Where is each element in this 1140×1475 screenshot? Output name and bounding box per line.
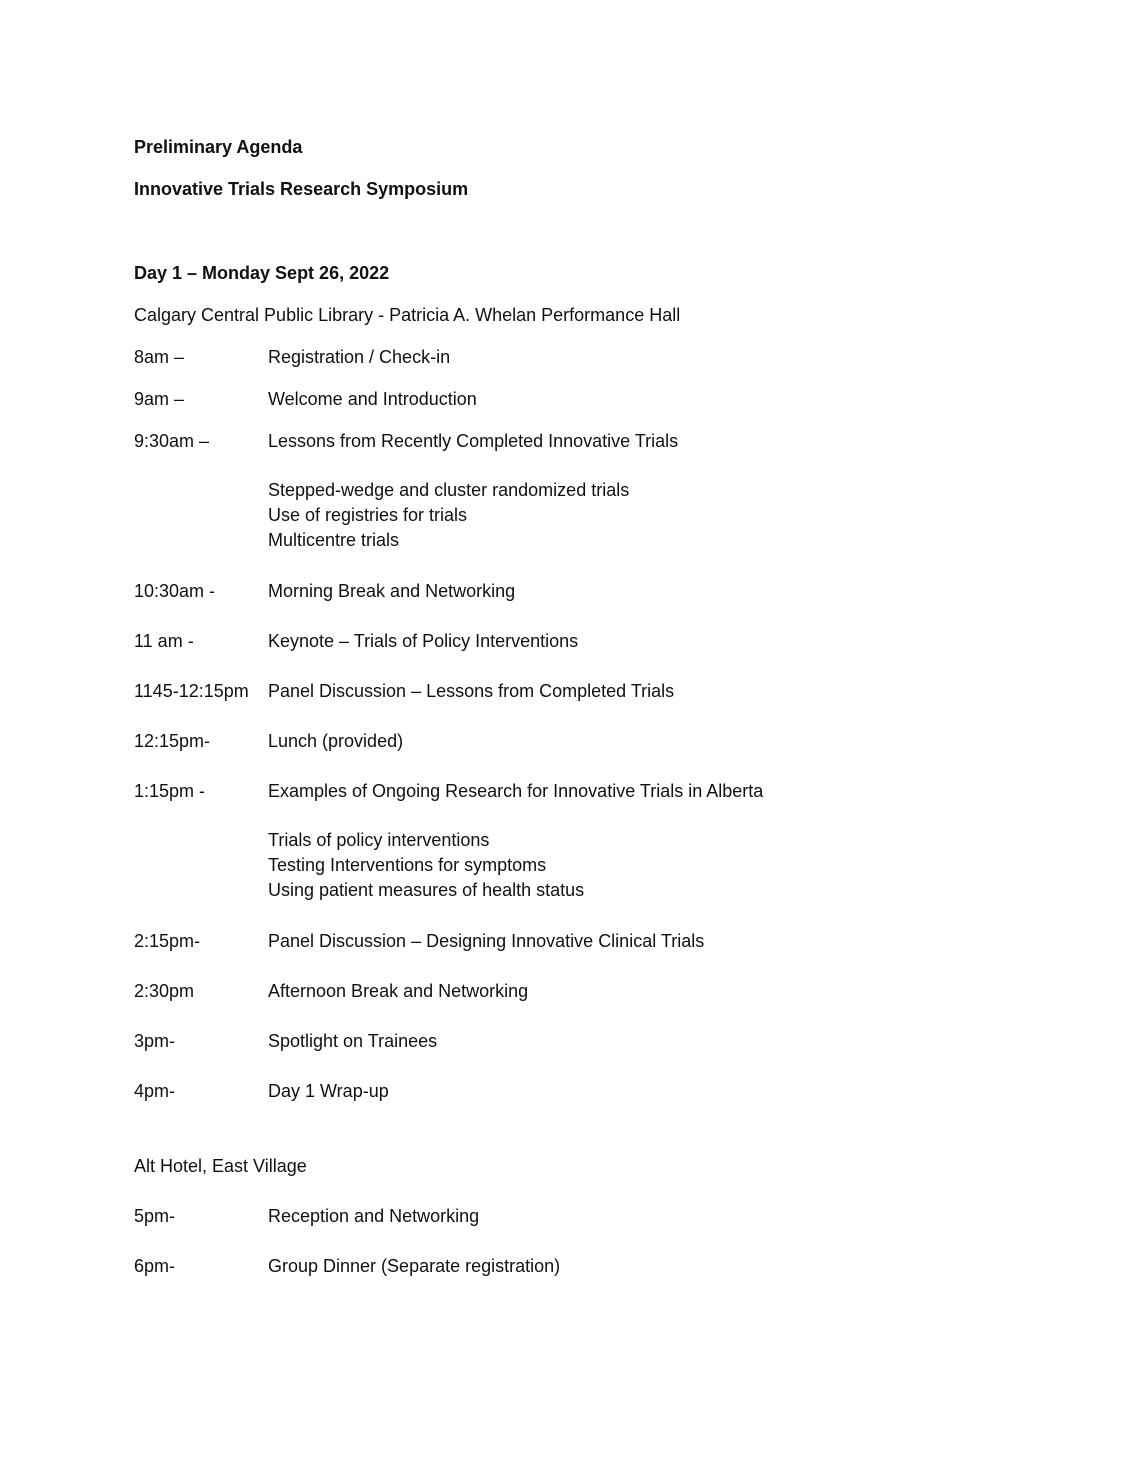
schedule-time: 12:15pm- bbox=[134, 731, 211, 751]
schedule-title: Afternoon Break and Networking bbox=[268, 981, 529, 1001]
schedule-title: Lunch (provided) bbox=[268, 731, 404, 751]
schedule-subitem: Stepped-wedge and cluster randomized trials bbox=[268, 480, 630, 500]
page-subtitle: Innovative Trials Research Symposium bbox=[134, 179, 469, 199]
schedule-title: Welcome and Introduction bbox=[268, 389, 477, 409]
schedule-time: 10:30am - bbox=[134, 581, 216, 601]
evening-venue: Alt Hotel, East Village bbox=[134, 1156, 307, 1176]
schedule-title: Panel Discussion – Designing Innovative Clinical Trials bbox=[268, 931, 705, 951]
schedule-title: Keynote – Trials of Policy Interventions bbox=[268, 631, 579, 651]
schedule-title: Panel Discussion – Lessons from Completed Trials bbox=[268, 681, 675, 701]
schedule-title: Lessons from Recently Completed Innovative Trials bbox=[268, 431, 679, 451]
schedule-title: Morning Break and Networking bbox=[268, 581, 516, 601]
schedule-time: 1145-12:15pm bbox=[134, 681, 249, 701]
schedule-time: 4pm- bbox=[134, 1081, 176, 1101]
schedule-subitem: Testing Interventions for symptoms bbox=[268, 855, 547, 875]
schedule-subitem: Multicentre trials bbox=[268, 530, 400, 550]
schedule-time: 8am – bbox=[134, 347, 185, 367]
schedule-time: 2:30pm bbox=[134, 981, 195, 1001]
schedule-time: 6pm- bbox=[134, 1256, 176, 1276]
schedule-time: 1:15pm - bbox=[134, 781, 206, 801]
schedule-title: Day 1 Wrap-up bbox=[268, 1081, 389, 1101]
schedule-title: Spotlight on Trainees bbox=[268, 1031, 438, 1051]
schedule-time: 2:15pm- bbox=[134, 931, 201, 951]
schedule-subitem: Use of registries for trials bbox=[268, 505, 468, 525]
day-heading: Day 1 – Monday Sept 26, 2022 bbox=[134, 263, 390, 283]
schedule-subitem: Trials of policy interventions bbox=[268, 830, 490, 850]
schedule-title: Group Dinner (Separate registration) bbox=[268, 1256, 561, 1276]
schedule-time: 9am – bbox=[134, 389, 185, 409]
schedule-title: Reception and Networking bbox=[268, 1206, 480, 1226]
schedule-title: Examples of Ongoing Research for Innovative Trials in Alberta bbox=[268, 781, 764, 801]
schedule-time: 11 am - bbox=[134, 631, 194, 651]
day-venue: Calgary Central Public Library - Patricia A. Whelan Performance Hall bbox=[134, 305, 681, 325]
schedule-subitem: Using patient measures of health status bbox=[268, 880, 585, 900]
schedule-title: Registration / Check-in bbox=[268, 347, 451, 367]
schedule-time: 9:30am – bbox=[134, 431, 210, 451]
page-title: Preliminary Agenda bbox=[134, 137, 303, 157]
schedule-time: 5pm- bbox=[134, 1206, 176, 1226]
schedule-time: 3pm- bbox=[134, 1031, 176, 1051]
